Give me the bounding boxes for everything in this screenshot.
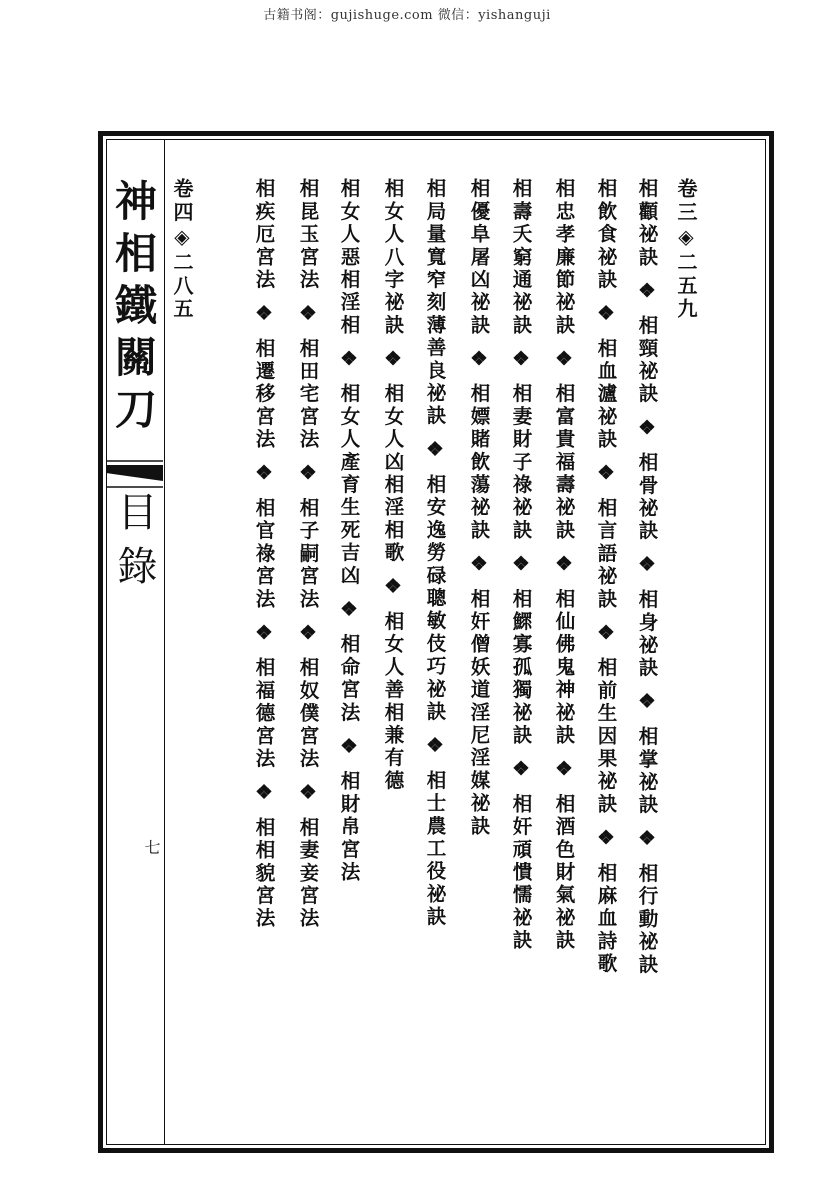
toc-column: 相女人惡相淫相 ❖ 相女人產育生死吉凶 ❖ 相命宮法 ❖ 相財帛宮法 [337,178,361,885]
toc-column: 相壽夭窮通祕訣 ❖ 相妻財子祿祕訣 ❖ 相鰥寡孤獨祕訣 ❖ 相奸頑憒懦祕訣 [509,178,533,953]
toc-column: 相昆玉宮法 ❖ 相田宅宮法 ❖ 相子嗣宮法 ❖ 相奴僕宮法 ❖ 相妻妾宮法 [296,178,320,931]
toc-column: 相忠孝廉節祕訣 ❖ 相富貴福壽祕訣 ❖ 相仙佛鬼神祕訣 ❖ 相酒色財氣祕訣 [552,178,576,953]
toc-column: 相女人八字祕訣 ❖ 相女人凶相淫相歌 ❖ 相女人善相兼有德 [381,178,405,793]
volume-heading-3: 卷三◈二五九 [674,178,698,322]
toc-column: 相顴祕訣 ❖ 相頸祕訣 ❖ 相骨祕訣 ❖ 相身祕訣 ❖ 相掌祕訣 ❖ 相行動祕訣 [635,178,659,977]
fishtail-divider [106,459,163,489]
book-spine [106,139,165,1145]
toc-column: 相疾厄宮法 ❖ 相遷移宮法 ❖ 相官祿宮法 ❖ 相福德宮法 ❖ 相相貌宮法 [252,178,276,931]
watermark-text: 古籍书阁：gujishuge.com 微信：yishanguji [263,8,551,23]
page-number: 七 [142,839,161,855]
toc-column: 相優阜屠凶祕訣 ❖ 相嫖賭飲蕩祕訣 ❖ 相奸僧妖道淫尼淫媒祕訣 [467,178,491,838]
toc-column: 相飲食祕訣 ❖ 相血瀘祕訣 ❖ 相言語祕訣 ❖ 相前生因果祕訣 ❖ 相麻血詩歌 [594,178,618,976]
volume-heading-4: 卷四◈二八五 [170,178,194,322]
section-title: 目錄 [111,491,157,599]
book-title: 神相鐵關刀 [109,179,158,439]
toc-column: 相局量寬窄刻薄善良祕訣 ❖ 相安逸勞碌聰敏伎巧祕訣 ❖ 相士農工役祕訣 [423,178,447,929]
